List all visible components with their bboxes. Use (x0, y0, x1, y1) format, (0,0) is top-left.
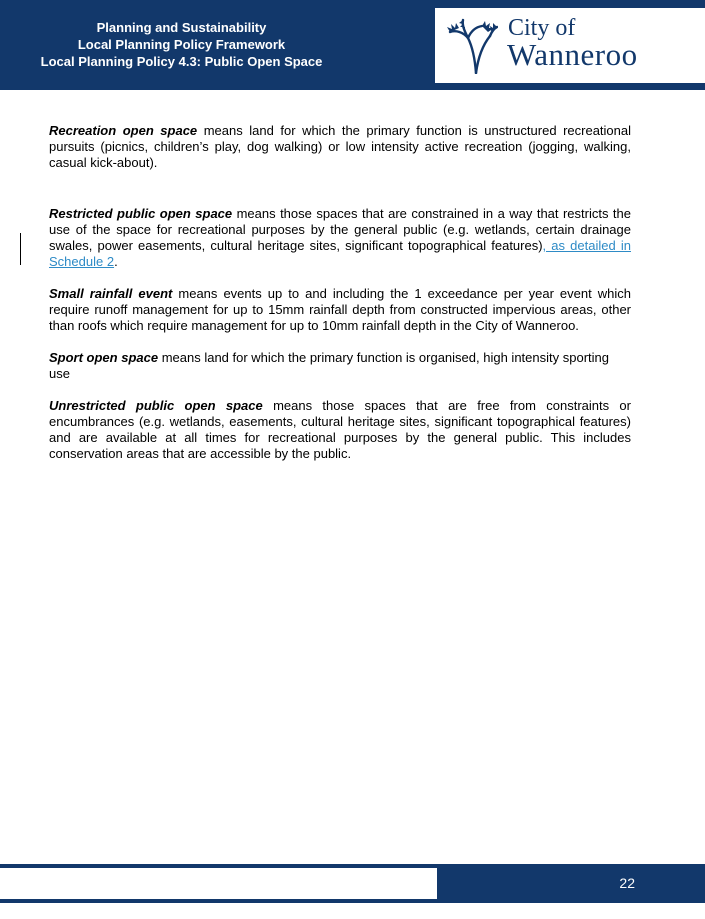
header-line-department: Planning and Sustainability (96, 20, 267, 35)
definition-text: means land for which the primary function is organised, high intensity sporting use (49, 350, 609, 381)
definition-text-end: . (114, 254, 118, 269)
definition-term: Recreation open space (49, 123, 198, 138)
definition-term: Sport open space (49, 350, 159, 365)
definition-term: Restricted public open space (49, 206, 233, 221)
definition-unrestricted-public-open-space (49, 398, 631, 462)
header-line-framework: Local Planning Policy Framework (77, 37, 286, 52)
definition-text: means events up to and including the 1 exceedance per year event which require runoff management for up to 15mm rainfall depth from constructed impervious areas, other than roofs which require management for up to 10mm rainfall depth in the City of Wanneroo. (49, 286, 632, 333)
document-header-title (0, 19, 363, 70)
logo-text-city-of: City of (508, 15, 576, 41)
schedule-2-link[interactable]: , as detailed in Schedule 2 (49, 238, 631, 269)
city-logo (435, 8, 705, 83)
definition-term: Unrestricted public open space (49, 398, 263, 413)
logo-text-wanneroo: Wanneroo (507, 37, 638, 72)
page-number: 22 (619, 875, 635, 891)
definition-term: Small rainfall event (49, 286, 173, 301)
definition-small-rainfall-event (49, 286, 631, 334)
definition-sport-open-space (49, 350, 631, 382)
footer-bottom-rule (0, 899, 705, 903)
definition-recreation-open-space (49, 123, 631, 171)
definition-text: means land for which the primary function is unstructured recreational pursuits (picnics, children’s play, dog walking) or low intensity active recreation (jogging, walking, casual kick-about). (49, 123, 632, 170)
header-bottom-rule (0, 86, 705, 90)
kangaroo-paw-flower-icon (446, 18, 498, 74)
definition-text: means those spaces that are constrained in a way that restricts the use of the space for recreational purposes by the general public (e.g. wetlands, certain drainage swales, power easements, cultural heritage sites, significant topographical features) (49, 206, 631, 253)
definitions-section (49, 123, 631, 462)
definition-restricted-public-open-space (49, 206, 631, 270)
definition-text: means those spaces that are free from constraints or encumbrances (e.g. wetlands, easements, cultural heritage sites, significant topographical features) and are available at all times for recreational purposes by the general public. This includes conservation areas that are accessible by the public. (49, 398, 631, 461)
header-line-policy: Local Planning Policy 4.3: Public Open Space (40, 54, 323, 69)
revision-change-bar (20, 233, 21, 265)
